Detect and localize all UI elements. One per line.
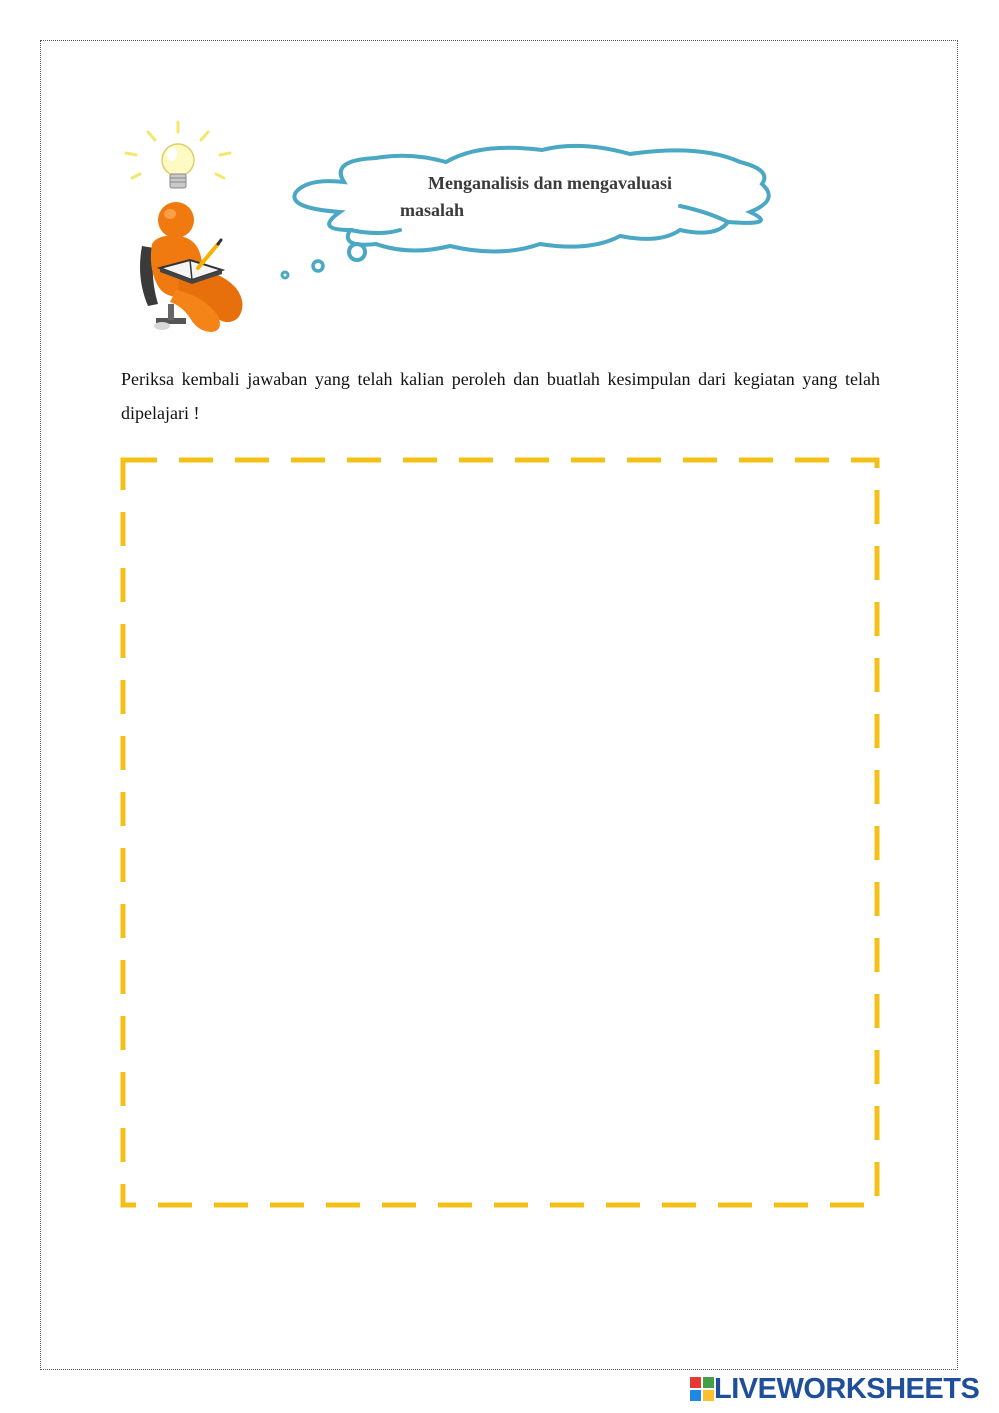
liveworksheets-logo	[690, 1374, 979, 1404]
bubble-title-line1: Menganalisis dan mengavaluasi	[428, 173, 673, 193]
pencil-icon	[198, 240, 221, 268]
thought-bubble	[280, 140, 780, 285]
light-bulb-icon	[162, 144, 194, 188]
thinking-figure-illustration	[118, 118, 258, 338]
instruction-text: Periksa kembali jawaban yang telah kalian peroleh dan buatlah kesimpulan dari kegiatan yang telah dipelajari !	[121, 369, 880, 423]
liveworksheets-blocks-icon	[690, 1377, 714, 1401]
answer-text-area[interactable]	[130, 470, 872, 1199]
brand-name: LIVEWORKSHEETS	[714, 1372, 980, 1405]
bubble-title-line2: masalah	[400, 200, 465, 220]
